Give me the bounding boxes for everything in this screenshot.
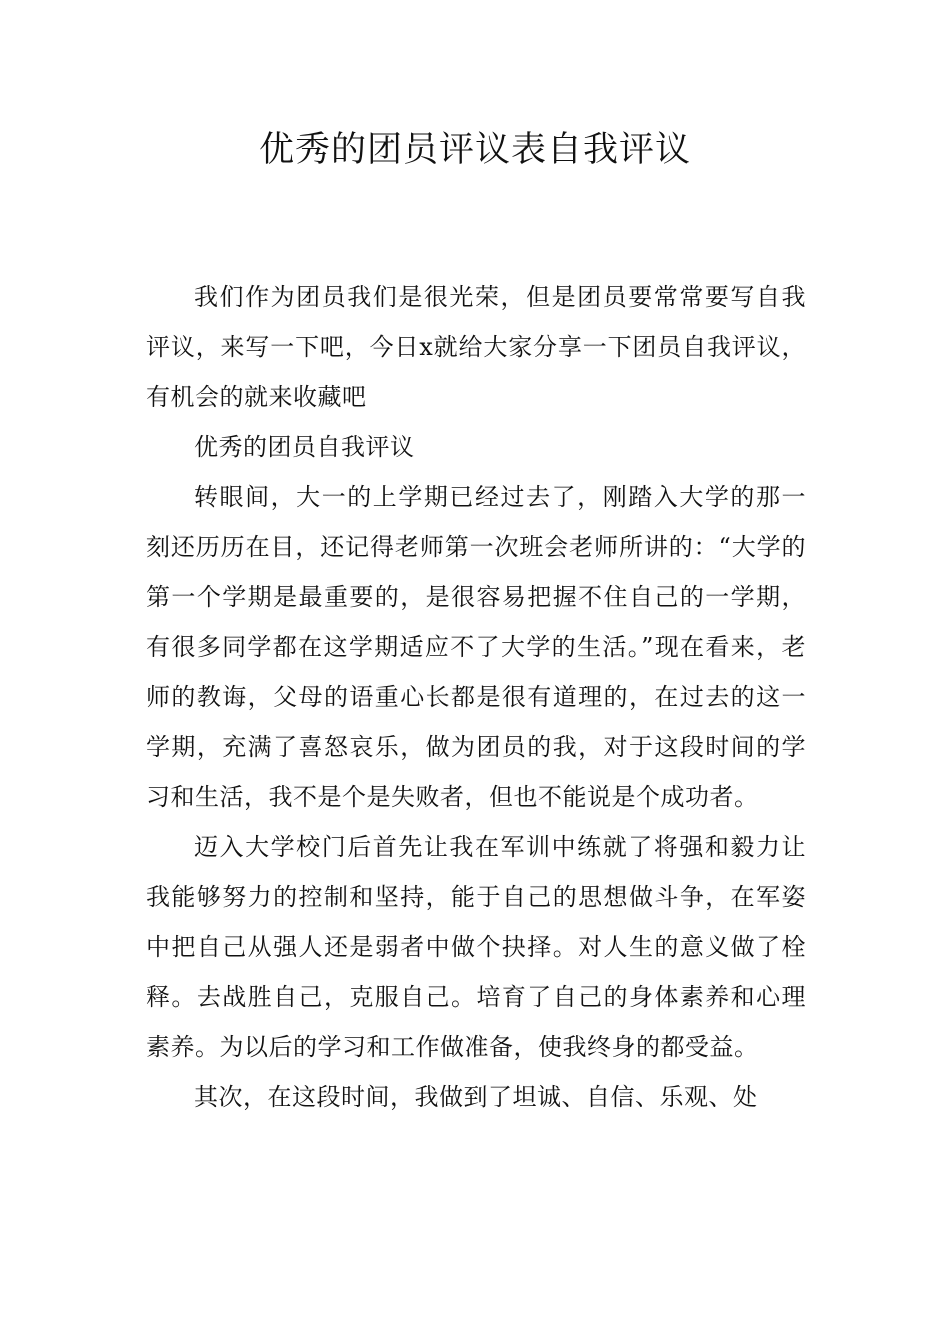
body-paragraph: 迈入大学校门后首先让我在军训中练就了将强和毅力让我能够努力的控制和坚持，能于自己的思想做斗争，在军姿中把自己从强人还是弱者中做个抉择。对人生的意义做了栓释。去战胜自己，克服自己。培育了自己的身体素养和心理素养。为以后的学习和工作做准备，使我终身的都受益。 xyxy=(146,833,806,1061)
document-body xyxy=(146,272,806,1122)
body-paragraph: 转眼间，大一的上学期已经过去了，刚踏入大学的那一刻还历历在目，还记得老师第一次班会老师所讲的：“大学的第一个学期是最重要的，是很容易把握不住自己的一学期，有很多同学都在这学期适应不了大学的生活。”现在看来，老师的教诲，父母的语重心长都是很有道理的，在过去的这一学期，充满了喜怒哀乐，做为团员的我，对于这段时间的学习和生活，我不是个是失败者，但也不能说是个成功者。 xyxy=(146,483,806,811)
intro-paragraph: 我们作为团员我们是很光荣，但是团员要常常要写自我评议，来写一下吧，今日x就给大家分享一下团员自我评议，有机会的就来收藏吧 xyxy=(146,283,806,411)
body-paragraph: 其次，在这段时间，我做到了坦诚、自信、乐观、处 xyxy=(194,1083,758,1111)
section-heading: 优秀的团员自我评议 xyxy=(194,433,415,461)
document-title: 优秀的团员评议表自我评议 xyxy=(258,130,691,170)
